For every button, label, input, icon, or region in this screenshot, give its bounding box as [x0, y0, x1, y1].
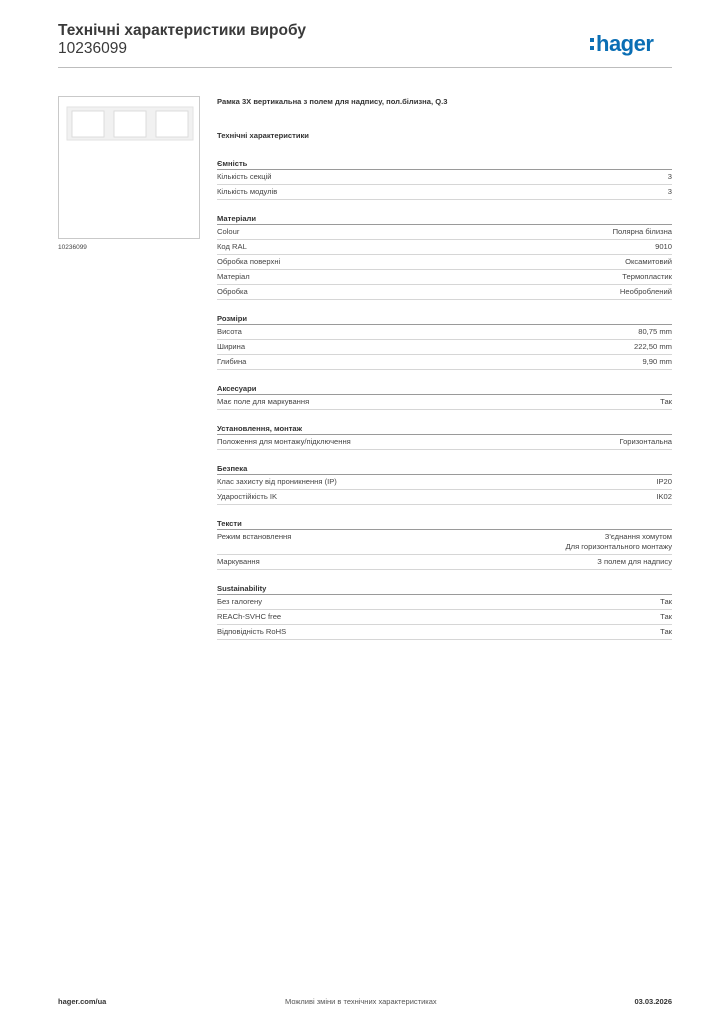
- spec-value: [634, 342, 672, 352]
- logo-text: hager: [596, 31, 654, 56]
- spec-value: [668, 187, 672, 197]
- spec-group: [217, 213, 672, 300]
- spec-row: [217, 610, 672, 625]
- spec-label: Положення для монтажу/підключення: [217, 437, 351, 446]
- spec-group: [217, 463, 672, 505]
- spec-value-line: Полярна білизна: [612, 227, 672, 236]
- section-title: Технічні характеристики: [217, 131, 309, 140]
- spec-value: [622, 272, 672, 282]
- spec-value: [660, 597, 672, 607]
- spec-group-title: Матеріали: [217, 213, 672, 225]
- header-divider: [58, 67, 672, 68]
- spec-value: [619, 437, 672, 447]
- spec-label: REACh-SVHC free: [217, 612, 282, 621]
- spec-value-line: Оксамитовий: [625, 257, 672, 266]
- spec-row: [217, 555, 672, 570]
- footer-disclaimer: Можливі зміни в технічних характеристиках: [285, 997, 437, 1006]
- spec-value: [566, 532, 672, 552]
- spec-label: Кількість секцій: [217, 172, 272, 181]
- spec-label: Без галогену: [217, 597, 263, 606]
- spec-group-title: Безпека: [217, 463, 672, 475]
- product-number: 10236099: [58, 40, 127, 57]
- spec-value-line: 9,90 mm: [642, 357, 672, 366]
- spec-label: Обробка поверхні: [217, 257, 281, 266]
- spec-group-title: Установлення, монтаж: [217, 423, 672, 435]
- spec-value-line: Термопластик: [622, 272, 672, 281]
- spec-value-line: Необроблений: [619, 287, 672, 296]
- spec-value: [660, 612, 672, 622]
- spec-row: [217, 595, 672, 610]
- product-name: Рамка 3Х вертикальна з полем для надпису, пол.білизна, Q.3: [217, 97, 448, 106]
- spec-group: [217, 583, 672, 640]
- spec-value-line: Так: [660, 612, 672, 621]
- spec-row: [217, 285, 672, 300]
- spec-value-line: 222,50 mm: [634, 342, 672, 351]
- spec-row: [217, 435, 672, 450]
- spec-row: [217, 475, 672, 490]
- spec-value-line: 3: [667, 172, 672, 181]
- spec-value: [656, 477, 672, 487]
- page-title: Технічні характеристики виробу: [58, 22, 306, 39]
- spec-value-line: 3: [667, 187, 672, 196]
- spec-value-line: Так: [660, 397, 672, 406]
- footer-date: 03.03.2026: [634, 997, 672, 1006]
- footer-website: hager.com/ua: [58, 997, 107, 1006]
- spec-group-title: Аксесуари: [217, 383, 672, 395]
- spec-label: Обробка: [217, 287, 248, 296]
- spec-label: Ударостійкість IK: [217, 492, 278, 501]
- spec-label: Маркування: [217, 557, 260, 566]
- spec-group: [217, 383, 672, 410]
- spec-value: [660, 397, 672, 407]
- spec-label: Режим встановлення: [217, 532, 292, 541]
- spec-value: [625, 257, 672, 267]
- spec-value-line: Так: [660, 597, 672, 606]
- spec-row: [217, 240, 672, 255]
- spec-row: [217, 170, 672, 185]
- spec-label: Colour: [217, 227, 240, 236]
- spec-value: [597, 557, 672, 567]
- spec-row: [217, 340, 672, 355]
- spec-group-title: Ємність: [217, 158, 672, 170]
- spec-group-title: Тексти: [217, 518, 672, 530]
- spec-content: [217, 96, 672, 640]
- spec-value-line: З'єднання хомутом: [604, 532, 672, 541]
- spec-group-title: Sustainability: [217, 583, 672, 595]
- spec-label: Ширина: [217, 342, 246, 351]
- spec-value: [660, 627, 672, 637]
- spec-row: [217, 185, 672, 200]
- spec-group: [217, 158, 672, 200]
- spec-label: Матеріал: [217, 272, 250, 281]
- spec-value-line: З полем для надпису: [597, 557, 672, 566]
- spec-value: [655, 242, 672, 252]
- product-image: [58, 96, 200, 239]
- spec-value-line: 9010: [655, 242, 672, 251]
- hager-logo: [588, 29, 678, 59]
- spec-value-line: Горизонтальна: [619, 437, 672, 446]
- spec-row: [217, 530, 672, 555]
- spec-row: [217, 270, 672, 285]
- spec-row: [217, 325, 672, 340]
- spec-value: [638, 327, 672, 337]
- spec-group: [217, 518, 672, 570]
- spec-row: [217, 355, 672, 370]
- spec-value: [656, 492, 672, 502]
- spec-row: [217, 490, 672, 505]
- spec-label: Кількість модулів: [217, 187, 278, 196]
- spec-label: Клас захисту від проникнення (IP): [217, 477, 337, 486]
- spec-value-line: IK02: [656, 492, 672, 501]
- spec-groups: [217, 158, 672, 640]
- spec-label: Код RAL: [217, 242, 247, 251]
- spec-label: Висота: [217, 327, 242, 336]
- spec-value: [668, 172, 672, 182]
- spec-value-line: Для горизонтального монтажу: [565, 542, 672, 551]
- spec-label: Відповідність RoHS: [217, 627, 287, 636]
- image-caption: 10236099: [58, 244, 87, 251]
- spec-value: [642, 357, 672, 367]
- spec-group: [217, 313, 672, 370]
- spec-row: [217, 395, 672, 410]
- spec-row: [217, 625, 672, 640]
- spec-group-title: Розміри: [217, 313, 672, 325]
- spec-value: [613, 227, 672, 237]
- spec-value-line: 80,75 mm: [638, 327, 672, 336]
- spec-label: Має поле для маркування: [217, 397, 310, 406]
- spec-value-line: Так: [660, 627, 672, 636]
- spec-row: [217, 255, 672, 270]
- spec-value: [620, 287, 672, 297]
- spec-label: Глибина: [217, 357, 247, 366]
- spec-value-line: IP20: [656, 477, 672, 486]
- spec-group: [217, 423, 672, 450]
- spec-row: [217, 225, 672, 240]
